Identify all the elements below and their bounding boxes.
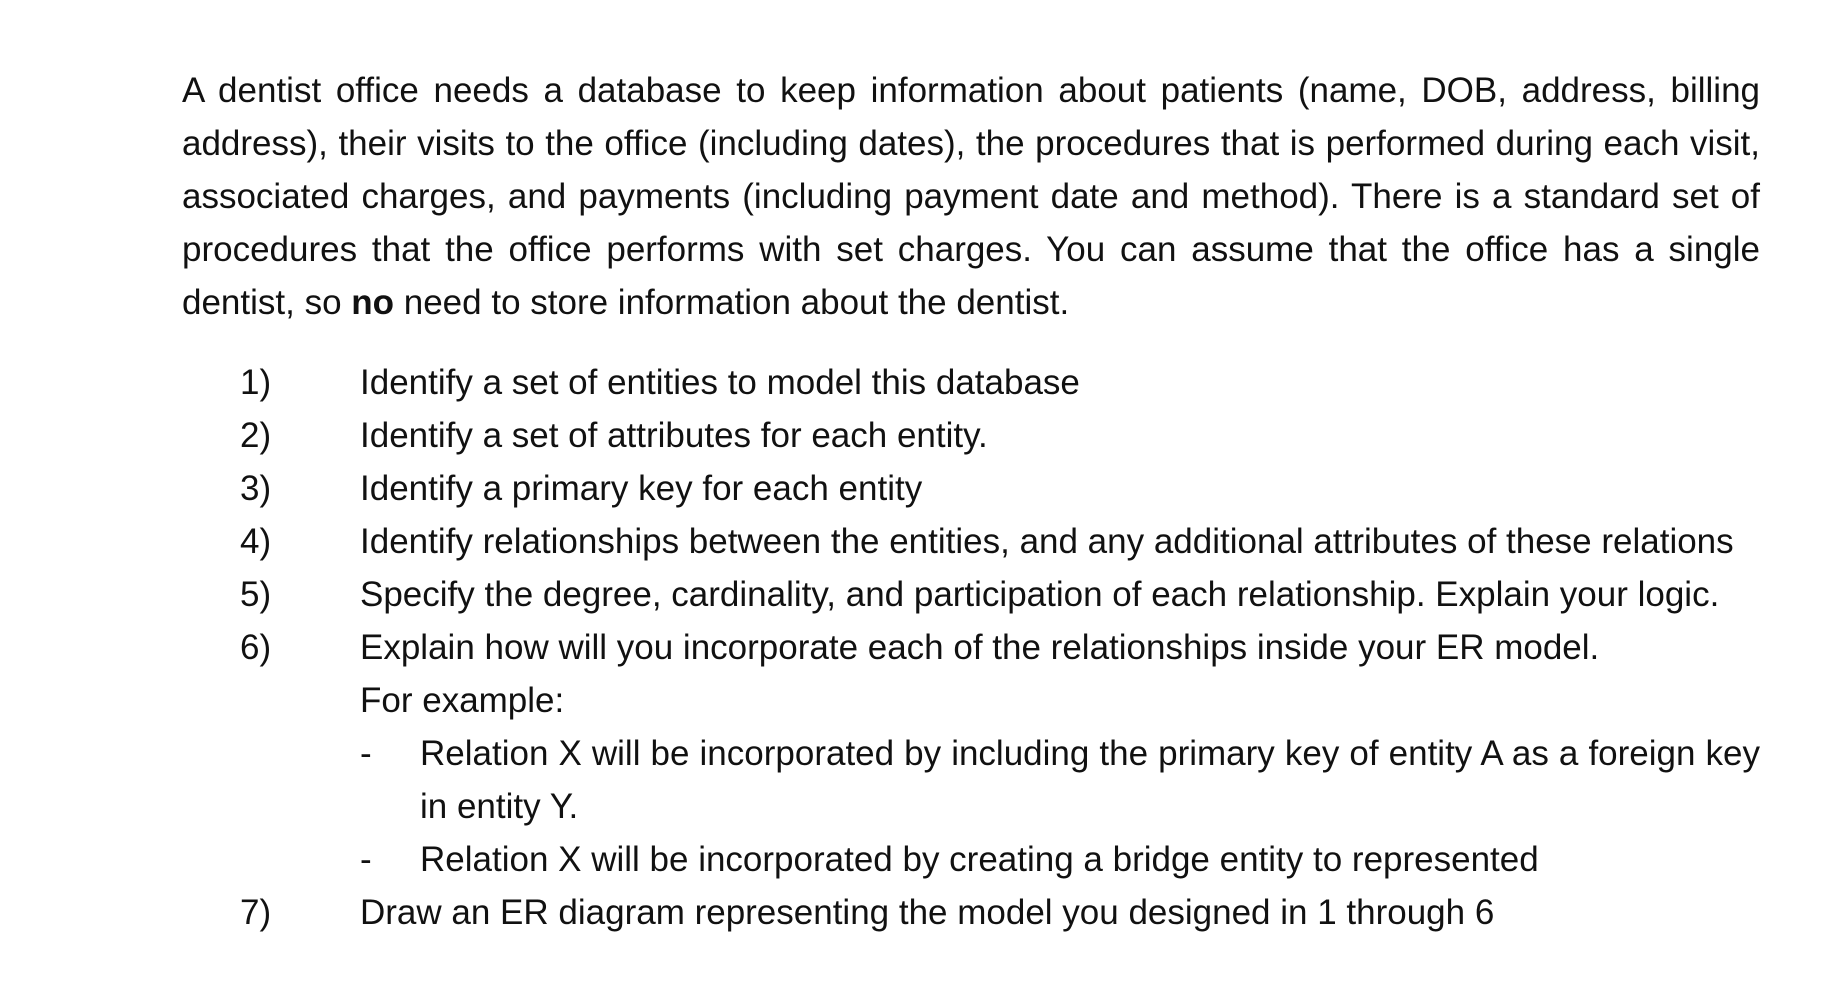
example-list bbox=[360, 727, 1760, 886]
bullet-dash: - bbox=[360, 840, 372, 879]
task-item-2 bbox=[240, 409, 1760, 462]
intro-text-part1: A dentist office needs a database to keep information about patients (name, DOB, address, billing address), their visits to the office (including dates), the procedures that is performed during each visit, associated charges, and payments (including payment date and method). There is a standard set of procedures that the office performs with set charges. You can assume that the office has a single dentist, so bbox=[182, 71, 1760, 322]
task-text: Identify relationships between the entities, and any additional attributes of these relations bbox=[360, 522, 1734, 561]
example-item-2 bbox=[360, 833, 1760, 886]
intro-text-part2: need to store information about the dentist. bbox=[394, 283, 1070, 322]
task-text: Explain how will you incorporate each of the relationships inside your ER model. bbox=[360, 628, 1600, 667]
task-item-5 bbox=[240, 568, 1760, 621]
example-text: Relation X will be incorporated by creating a bridge entity to represented bbox=[420, 840, 1539, 879]
task-text: Draw an ER diagram representing the model you designed in 1 through 6 bbox=[360, 893, 1495, 932]
task-item-6 bbox=[240, 621, 1760, 886]
example-label: For example: bbox=[360, 681, 565, 720]
task-item-1 bbox=[240, 356, 1760, 409]
task-number: 6) bbox=[240, 628, 272, 667]
task-number: 2) bbox=[240, 416, 272, 455]
bullet-dash: - bbox=[360, 734, 372, 773]
task-item-4 bbox=[240, 515, 1760, 568]
task-number: 3) bbox=[240, 469, 272, 508]
example-item-1 bbox=[360, 727, 1760, 833]
task-item-7 bbox=[240, 886, 1760, 939]
task-text: Identify a set of entities to model this database bbox=[360, 363, 1080, 402]
task-text: Identify a set of attributes for each entity. bbox=[360, 416, 988, 455]
example-text: Relation X will be incorporated by including the primary key of entity A as a foreign key in entity Y. bbox=[420, 734, 1760, 826]
task-item-3 bbox=[240, 462, 1760, 515]
task-text: Specify the degree, cardinality, and participation of each relationship. Explain your logic. bbox=[360, 575, 1720, 614]
task-number: 1) bbox=[240, 363, 272, 402]
intro-bold-word: no bbox=[351, 283, 395, 322]
document-page bbox=[182, 64, 1760, 939]
task-number: 5) bbox=[240, 575, 272, 614]
intro-paragraph bbox=[182, 64, 1760, 329]
task-list bbox=[182, 356, 1760, 939]
task-text: Identify a primary key for each entity bbox=[360, 469, 923, 508]
task-number: 4) bbox=[240, 522, 272, 561]
task-number: 7) bbox=[240, 893, 272, 932]
